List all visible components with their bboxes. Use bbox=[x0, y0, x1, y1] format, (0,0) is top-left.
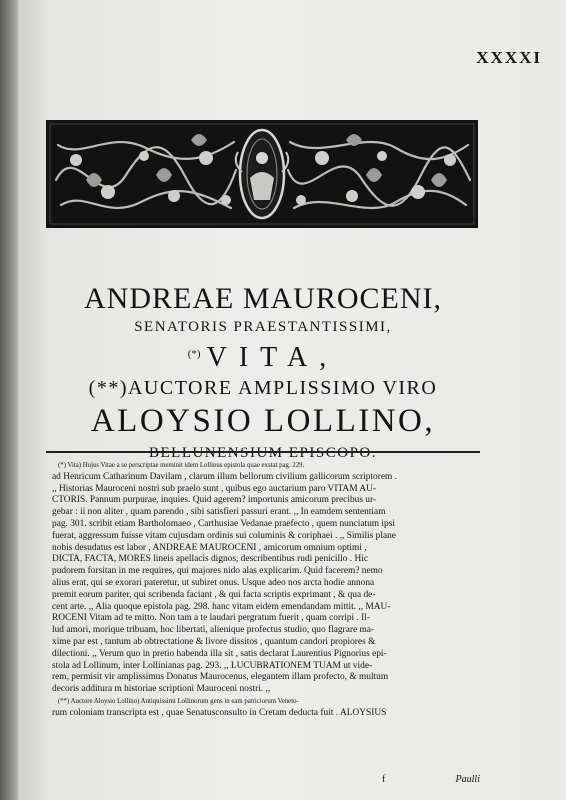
footnote-line: decoris additura m historiae scriptioni Mauroceni nostri. ,, bbox=[52, 684, 271, 695]
footnote-marker: (*) bbox=[187, 348, 201, 360]
footnote-line: xime par est , tantum ab obtrectatione & livore dissitos , quantum candori propiores & bbox=[52, 636, 376, 647]
footnote-line: ad Henricum Catharinum Davilam , clarum illum bellorum civilium gallicorum scriptorem . bbox=[52, 471, 397, 482]
footnote-line: pag. 301. scribit etiam Bartholomaeo , Carthusiae Vedanae praefecto , quem nunciatum ipsi bbox=[52, 518, 395, 529]
title-rank-line: SENATORIS PRAESTANTISSIMI, bbox=[134, 319, 392, 335]
footnote-line: alius erat, qui se exorari pateretur, ut subiret onus. Usque adeo nos arcta hodie annona bbox=[52, 577, 375, 588]
footnote-line: gebar : ii non aliter , quam parendo , sibi satisfieri passuri erant. ,, In eamdem sententiam bbox=[52, 507, 386, 518]
footnote-line: CTORIS. Pannum purpurae, inquies. Quid agerem? importunis amicorum precibus ur- bbox=[52, 495, 377, 506]
divider-rule bbox=[46, 451, 480, 453]
footnote-line: nobis desudatus est labor , ANDREAE MAUROCENI , amicorum omnium optimi , bbox=[52, 542, 367, 553]
footnote-line: pudorem forsitan in me requires, qui majores nido alas explicarim. Quid facerem? nemo bbox=[52, 566, 383, 577]
page-number: XXXXI bbox=[476, 48, 542, 67]
title-author-name-line: ALOYSIO LOLLINO, bbox=[90, 403, 436, 439]
title-vita-line bbox=[46, 339, 480, 373]
footnote-line: premit eorum pariter, qui scribenda faciant , & qui facta scriptis exprimant , & qua de- bbox=[52, 589, 376, 600]
title-block bbox=[46, 283, 480, 464]
footnote-line: (*) Vita) Hujus Vitae a se perscriptae meminit idem Lollinus epistola quae exstat pag. 229. bbox=[58, 462, 305, 469]
footnote-line: DICTA, FACTA, MORES lineis apellacis dignos, describentibus rudi penicillo . Hic bbox=[52, 554, 368, 565]
ornamental-headpiece-icon bbox=[46, 120, 478, 228]
footnote-line: cent arte. ,, Alia quoque epistola pag. 298. hanc vitam eidem emendandam mittit. ,, MAU- bbox=[52, 601, 391, 612]
footnote-line: rem, permisit vir amplissimus Donatus Maurocenus, elegantem illam profecto, & multum bbox=[52, 672, 389, 683]
signature-mark: f bbox=[382, 774, 386, 785]
footnote-line: (**) Auctore Aloysio Lollino) Antiquissimi Lollinorum gens in eam patriciorum Veneto- bbox=[58, 697, 299, 705]
book-page bbox=[18, 0, 566, 800]
page-footer bbox=[46, 774, 480, 788]
footnote-line: rum coloniam transcripta est , quae Senatusconsulto in Cretam deducta fuit . ALOYSIUS bbox=[52, 707, 387, 718]
footnote-line: ,, Historias Mauroceni nostri sub praelo sunt , quibus ego auctarium paro VITAM AU- bbox=[52, 483, 377, 494]
footnote-line: stola ad Lollinum, inter Lollinianas pag. 293. ,, LUCUBRATIONEM TUAM ut vide- bbox=[52, 660, 373, 671]
title-name-line: ANDREAE MAUROCENI, bbox=[84, 282, 442, 315]
footnote-line: lud amori, morique tribuam, hoc libertati, alienique profectus studio, quo flagrare ma- bbox=[52, 625, 375, 636]
footnotes-block bbox=[52, 460, 480, 720]
footnote-line: dilectioni. ,, Verum quo in pretio habenda illa sit , satis declarat Laurentius Pignorius epi- bbox=[52, 648, 387, 659]
footnote-line: fuerat, aggressum fuisse vitam cujusdam ordinis sui columinis & coriphaei . ,, Similis plane bbox=[52, 530, 396, 541]
title-vita-word: VITA, bbox=[206, 342, 339, 373]
book-gutter-shadow bbox=[0, 0, 18, 800]
footnote-line: ROCENI Vitam ad te mitto. Non tam a te laudari pergratum fuerit , quam corripi . Il- bbox=[52, 613, 371, 624]
catchword: Paulli bbox=[455, 774, 480, 785]
title-author-office-line: BELLUNENSIUM EPISCOPO. bbox=[148, 445, 377, 461]
title-author-intro-line: (**)AUCTORE AMPLISSIMO VIRO bbox=[88, 377, 438, 399]
